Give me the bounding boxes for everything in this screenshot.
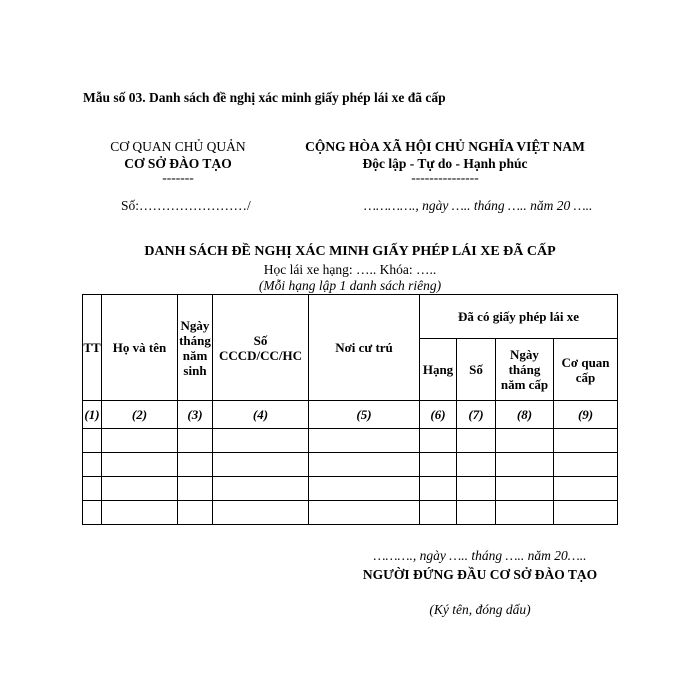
table-cell[interactable] bbox=[420, 429, 457, 453]
table-cell[interactable] bbox=[457, 453, 496, 477]
table-cell[interactable] bbox=[309, 477, 420, 501]
table-cell[interactable] bbox=[309, 501, 420, 525]
table-cell[interactable] bbox=[83, 453, 102, 477]
table-cell[interactable] bbox=[213, 429, 309, 453]
table-cell[interactable] bbox=[420, 477, 457, 501]
column-number: (8) bbox=[496, 401, 554, 429]
table-cell[interactable] bbox=[496, 501, 554, 525]
header-license-class: Hạng bbox=[420, 339, 457, 401]
class-course-line: Học lái xe hạng: ….. Khóa: ….. bbox=[263, 262, 437, 277]
table-cell[interactable] bbox=[178, 501, 213, 525]
table-row bbox=[83, 453, 618, 477]
table-cell[interactable] bbox=[178, 477, 213, 501]
table-cell[interactable] bbox=[554, 501, 618, 525]
table-cell[interactable] bbox=[420, 453, 457, 477]
table-cell[interactable] bbox=[309, 453, 420, 477]
column-number-row bbox=[83, 401, 618, 429]
table-cell[interactable] bbox=[178, 453, 213, 477]
table-row bbox=[83, 501, 618, 525]
republic-block bbox=[285, 138, 605, 184]
table-cell[interactable] bbox=[213, 501, 309, 525]
header-tt: TT bbox=[83, 295, 102, 401]
national-title: CỘNG HÒA XÃ HỘI CHỦ NGHĨA VIỆT NAM bbox=[305, 139, 585, 154]
republic-divider: --------------- bbox=[411, 170, 479, 185]
list-title: DANH SÁCH ĐỀ NGHỊ XÁC MINH GIẤY PHÉP LÁI XE ĐÃ CẤP bbox=[144, 244, 556, 259]
table-cell[interactable] bbox=[496, 477, 554, 501]
form-title: Mẫu số 03. Danh sách đề nghị xác minh giấy phép lái xe đã cấp bbox=[83, 90, 446, 105]
place-date: …………., ngày ….. tháng ….. năm 20 ….. bbox=[364, 198, 593, 213]
table-cell[interactable] bbox=[102, 477, 178, 501]
column-number: (7) bbox=[457, 401, 496, 429]
table-cell[interactable] bbox=[213, 453, 309, 477]
table-cell[interactable] bbox=[178, 429, 213, 453]
column-number: (5) bbox=[309, 401, 420, 429]
header-license-number: Số bbox=[457, 339, 496, 401]
separate-list-note: (Mỗi hạng lập 1 danh sách riêng) bbox=[258, 278, 442, 293]
header-full-name: Họ và tên bbox=[102, 295, 178, 401]
verification-table bbox=[82, 294, 618, 525]
table-cell[interactable] bbox=[554, 453, 618, 477]
table-cell[interactable] bbox=[554, 429, 618, 453]
column-number: (6) bbox=[420, 401, 457, 429]
header-issuing-agency: Cơ quan cấp bbox=[554, 339, 618, 401]
header-date-of-birth: Ngày tháng năm sinh bbox=[178, 295, 213, 401]
table-cell[interactable] bbox=[213, 477, 309, 501]
agency-divider: ------- bbox=[162, 170, 194, 185]
table-cell[interactable] bbox=[457, 501, 496, 525]
header-id-number: Số CCCD/CC/HC bbox=[213, 295, 309, 401]
header-issued-license-group: Đã có giấy phép lái xe bbox=[420, 295, 618, 339]
agency-name: CƠ SỞ ĐÀO TẠO bbox=[124, 156, 232, 171]
table-cell[interactable] bbox=[83, 501, 102, 525]
table-cell[interactable] bbox=[83, 477, 102, 501]
column-number: (1) bbox=[83, 401, 102, 429]
agency-block bbox=[88, 138, 268, 184]
table-row bbox=[83, 477, 618, 501]
table-cell[interactable] bbox=[83, 429, 102, 453]
column-number: (4) bbox=[213, 401, 309, 429]
table-row bbox=[83, 429, 618, 453]
table-cell[interactable] bbox=[102, 453, 178, 477]
header-residence: Nơi cư trú bbox=[309, 295, 420, 401]
table-cell[interactable] bbox=[496, 429, 554, 453]
signature-date: ………., ngày ….. tháng ….. năm 20….. bbox=[373, 548, 587, 563]
document-number: Số:……………………/ bbox=[121, 198, 251, 213]
table-cell[interactable] bbox=[309, 429, 420, 453]
table-cell[interactable] bbox=[420, 501, 457, 525]
table-cell[interactable] bbox=[457, 477, 496, 501]
header-issue-date: Ngày tháng năm cấp bbox=[496, 339, 554, 401]
table-cell[interactable] bbox=[496, 453, 554, 477]
table-cell[interactable] bbox=[102, 501, 178, 525]
signer-title: NGƯỜI ĐỨNG ĐẦU CƠ SỞ ĐÀO TẠO bbox=[362, 567, 598, 582]
table-cell[interactable] bbox=[102, 429, 178, 453]
column-number: (2) bbox=[102, 401, 178, 429]
signature-note: (Ký tên, đóng dấu) bbox=[429, 602, 531, 617]
column-number: (3) bbox=[178, 401, 213, 429]
table-cell[interactable] bbox=[457, 429, 496, 453]
table-cell[interactable] bbox=[554, 477, 618, 501]
column-number: (9) bbox=[554, 401, 618, 429]
national-motto: Độc lập - Tự do - Hạnh phúc bbox=[362, 156, 528, 171]
agency-parent: CƠ QUAN CHỦ QUẢN bbox=[110, 139, 246, 154]
